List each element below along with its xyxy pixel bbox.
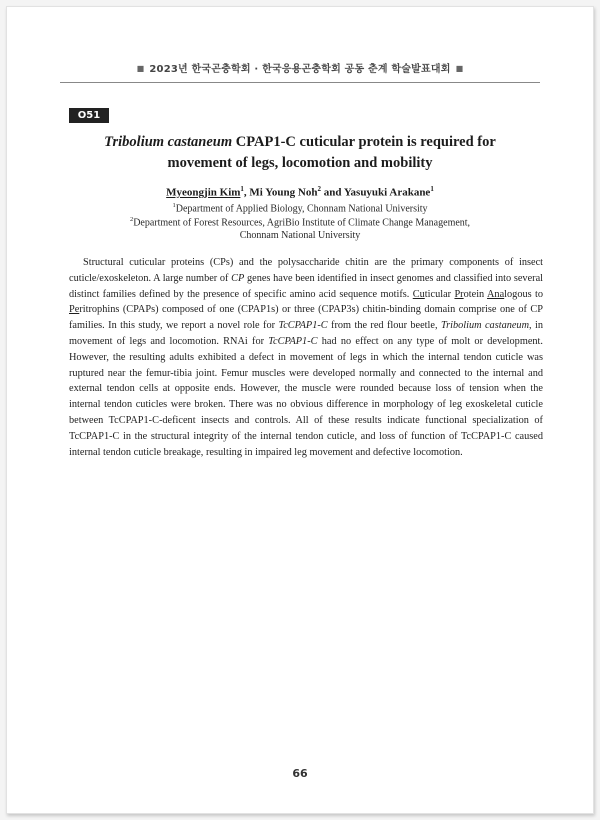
author-separator: , (243, 186, 250, 199)
abstract-text: genes have been identified in insect genomes and classified into several distinct families defined by the presence of specific amino acid sequence motifs. (69, 272, 544, 300)
page-number: 66 (292, 767, 308, 780)
author-affil-sup: 1 (430, 185, 434, 193)
title-line2: movement of legs, locomotion and mobility (167, 155, 433, 171)
title-species: Tribolium castaneum (104, 134, 233, 150)
abstract-text: logous to (504, 288, 543, 300)
acronym-underline: Cu (412, 288, 425, 300)
affiliation-2 (67, 216, 533, 228)
title-line1-rest: CPAP1-C cuticular protein is required for (235, 134, 496, 150)
affiliation-text: Department of Applied Biology, Chonnam National University (175, 203, 428, 215)
abstract-text: from the red flour beetle, (327, 320, 441, 332)
gene-name: TcCPAP1-C (268, 335, 318, 347)
abstract-text: Structural cuticular proteins (CPs) and the polysaccharide chitin are the primary components of insect cuticle/exoskeleton. A large number of (69, 257, 543, 284)
acronym-underline: Pr (454, 288, 464, 300)
author-name: Myeongjin Kim (166, 186, 241, 199)
abstract-id-badge: O51 (69, 108, 109, 123)
abstract-body (69, 255, 543, 460)
affiliation-2-cont (67, 230, 533, 241)
gene-name: TcCPAP1-C (278, 320, 328, 332)
paper-page (6, 6, 594, 814)
abstract-text: had no effect on any type of molt or development. However, the resulting adults exhibited a defect in movement of legs in which the internal tendon cuticle was ruptured near the femur-tibia joint. Femur muscles were developed normally and connected to the internal and external tendon cells at opposite ends. However, the muscle were rounded because loss of tension when the internal tendon cuticles were broken. There was no obvious difference in morphology of leg exoskeletal cuticle between TcCPAP1-C-deficent insects and controls. All of these results indicate functional specialization of TcCPAP1-C in the structural integrity of the internal tendon cuticle, and loss of function of TcCPAP1-C caused internal tendon cuticle breakage, resulting in impaired leg movement and defective locomotion. (69, 335, 543, 458)
affiliation-sup: 1 (172, 202, 176, 209)
paper-title (67, 132, 533, 174)
affiliation-1 (67, 202, 533, 214)
acronym-underline: Ana (487, 288, 505, 300)
affiliation-text: Chonnam National University (239, 230, 361, 241)
header-bullet-left: ■ (136, 64, 145, 73)
author-affil-sup: 2 (317, 185, 321, 193)
affiliation-sup: 2 (129, 216, 134, 223)
abstract-text: otein (463, 288, 487, 300)
author-affil-sup: 1 (240, 185, 244, 193)
author-list (67, 185, 533, 199)
acronym-underline: Pe (69, 304, 80, 316)
header-bullet-right: ■ (455, 64, 464, 73)
author-name: Yasuyuki Arakane (343, 186, 431, 199)
conference-title: 2023년 한국곤충학회 · 한국응용곤충학회 공동 춘계 학술발표대회 (149, 64, 451, 75)
author-separator: and (320, 186, 344, 199)
author-name: Mi Young Noh (249, 186, 318, 199)
abstract-text: , in movement of legs and locomotion. RNAi for (69, 320, 544, 347)
header-divider (60, 82, 540, 83)
abstract-text: ritrophins (CPAPs) composed of one (CPAP1s) or three (CPAP3s) chitin-binding domain comprise one of CP families. In this study, we report a novel role for (69, 304, 543, 332)
affiliation-text: Department of Forest Resources, AgriBio Institute of Climate Change Management, (133, 217, 471, 229)
abstract-text: ticular (424, 288, 455, 300)
species-name: Tribolium castaneum (440, 320, 530, 332)
abstract-italic: CP (231, 272, 245, 284)
conference-header (7, 60, 593, 75)
